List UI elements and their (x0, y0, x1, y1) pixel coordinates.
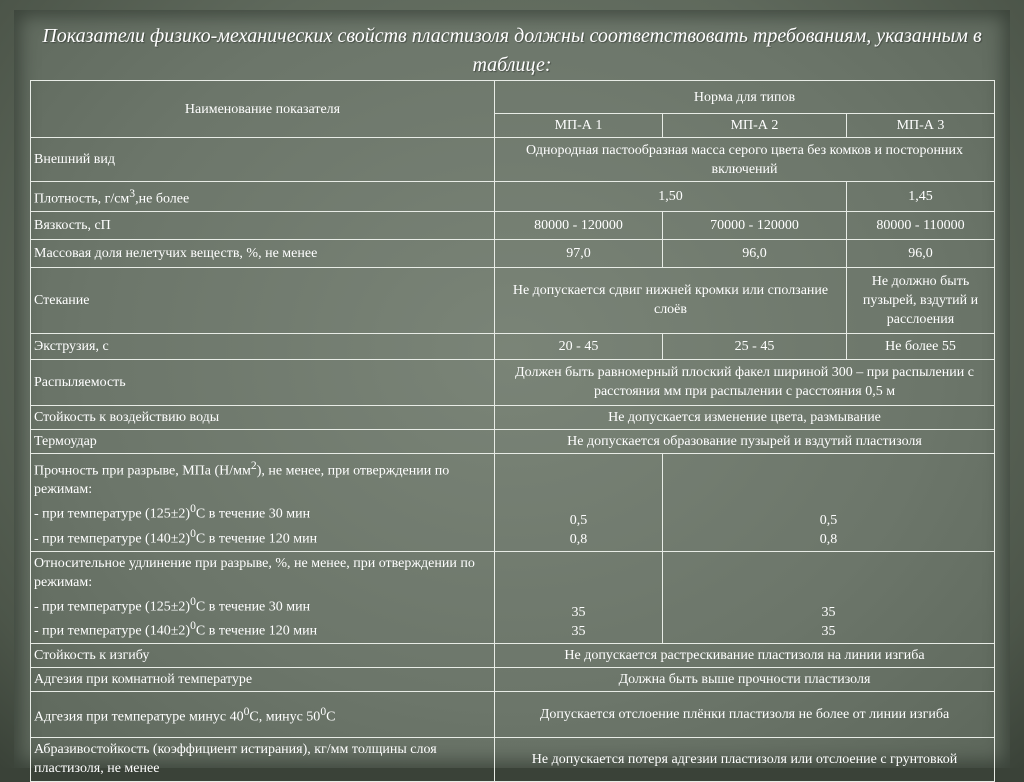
row-density (31, 182, 995, 212)
header-type-3: МП-А 3 (847, 114, 995, 138)
header-row-1 (31, 81, 995, 114)
abrasion-value: Не допускается потеря адгезии пластизоля или отслоение с грунтовкой (495, 737, 995, 781)
elongation-value-1: 35 35 (495, 551, 663, 643)
row-runoff (31, 267, 995, 333)
row-thermoshock (31, 429, 995, 453)
appearance-value: Однородная пастообразная масса серого цвета без комков и посторонних включений (495, 138, 995, 182)
row-nonvolatile (31, 239, 995, 267)
viscosity-value-3: 80000 - 110000 (847, 211, 995, 239)
sprayability-name: Распыляемость (31, 359, 495, 405)
thermoshock-value: Не допускается образование пузырей и вздутий пластизоля (495, 429, 995, 453)
bending-value: Не допускается растрескивание пластизоля на линии изгиба (495, 643, 995, 667)
properties-table (30, 80, 995, 782)
header-name-cell: Наименование показателя (31, 81, 495, 138)
adhesion-cold-name: Адгезия при температуре минус $40^0С$, минус $50^0С$ (31, 691, 495, 737)
extrusion-name: Экструзия, с (31, 333, 495, 359)
sprayability-value: Должен быть равномерный плоский факел шириной 300 – при распылении с расстояния мм при распылении с расстояния 0,5 м (495, 359, 995, 405)
density-value-3: 1,45 (847, 182, 995, 212)
header-norm-cell: Норма для типов (495, 81, 995, 114)
water-name: Стойкость к воздействию воды (31, 405, 495, 429)
adhesion-room-name: Адгезия при комнатной температуре (31, 667, 495, 691)
nonvolatile-value-3: 96,0 (847, 239, 995, 267)
extrusion-value-2: 25 - 45 (663, 333, 847, 359)
thermoshock-name: Термоудар (31, 429, 495, 453)
row-bending (31, 643, 995, 667)
runoff-value-3: Не должно быть пузырей, вздутий и расслоения (847, 267, 995, 333)
density-name: Плотность, $г/см^3,не$ более (31, 182, 495, 212)
appearance-name: Внешний вид (31, 138, 495, 182)
slide-title: Показатели физико-механических свойств пластизоля должны соответствовать требованиям, указанным в таблице: (42, 25, 982, 76)
density-value-12: 1,50 (495, 182, 847, 212)
nonvolatile-name: Массовая доля нелетучих веществ, %, не менее (31, 239, 495, 267)
water-value: Не допускается изменение цвета, размывание (495, 405, 995, 429)
row-water (31, 405, 995, 429)
abrasion-name: Абразивостойкость (коэффициент истирания), кг/мм толщины слоя пластизоля, не менее (31, 737, 495, 781)
viscosity-name: Вязкость, сП (31, 211, 495, 239)
row-elongation (31, 551, 995, 643)
row-sprayability (31, 359, 995, 405)
tensile-value-1: 0,5 0,8 (495, 453, 663, 551)
nonvolatile-value-2: 96,0 (663, 239, 847, 267)
tensile-name: Прочность при разрыве, МПа $(Н/мм^2)$, не менее, при отверждении по режимам: - при температуре $(125\pm 2)^0С$ в течение 30 мин - при температуре $(140\pm 2)^0С$ в течение 120 мин (31, 453, 495, 551)
runoff-value-12: Не допускается сдвиг нижней кромки или сползание слоёв (495, 267, 847, 333)
row-viscosity (31, 211, 995, 239)
elongation-value-2: 35 35 (663, 551, 995, 643)
header-type-2: МП-А 2 (663, 114, 847, 138)
bending-name: Стойкость к изгибу (31, 643, 495, 667)
tensile-value-2: 0,5 0,8 (663, 453, 995, 551)
viscosity-value-1: 80000 - 120000 (495, 211, 663, 239)
elongation-name: Относительное удлинение при разрыве, %, не менее, при отверждении по режимам: - при температуре $(125\pm 2)^0С$ в течение 30 мин - при температуре $(140\pm 2)^0С$ в течение 120 мин (31, 551, 495, 643)
row-adhesion-room (31, 667, 995, 691)
row-abrasion (31, 737, 995, 781)
nonvolatile-value-1: 97,0 (495, 239, 663, 267)
row-appearance (31, 138, 995, 182)
header-type-1: МП-А 1 (495, 114, 663, 138)
row-adhesion-cold (31, 691, 995, 737)
runoff-name: Стекание (31, 267, 495, 333)
viscosity-value-2: 70000 - 120000 (663, 211, 847, 239)
adhesion-room-value: Должна быть выше прочности пластизоля (495, 667, 995, 691)
extrusion-value-3: Не более 55 (847, 333, 995, 359)
adhesion-cold-value: Допускается отслоение плёнки пластизоля не более от линии изгиба (495, 691, 995, 737)
row-tensile (31, 453, 995, 551)
row-extrusion (31, 333, 995, 359)
extrusion-value-1: 20 - 45 (495, 333, 663, 359)
